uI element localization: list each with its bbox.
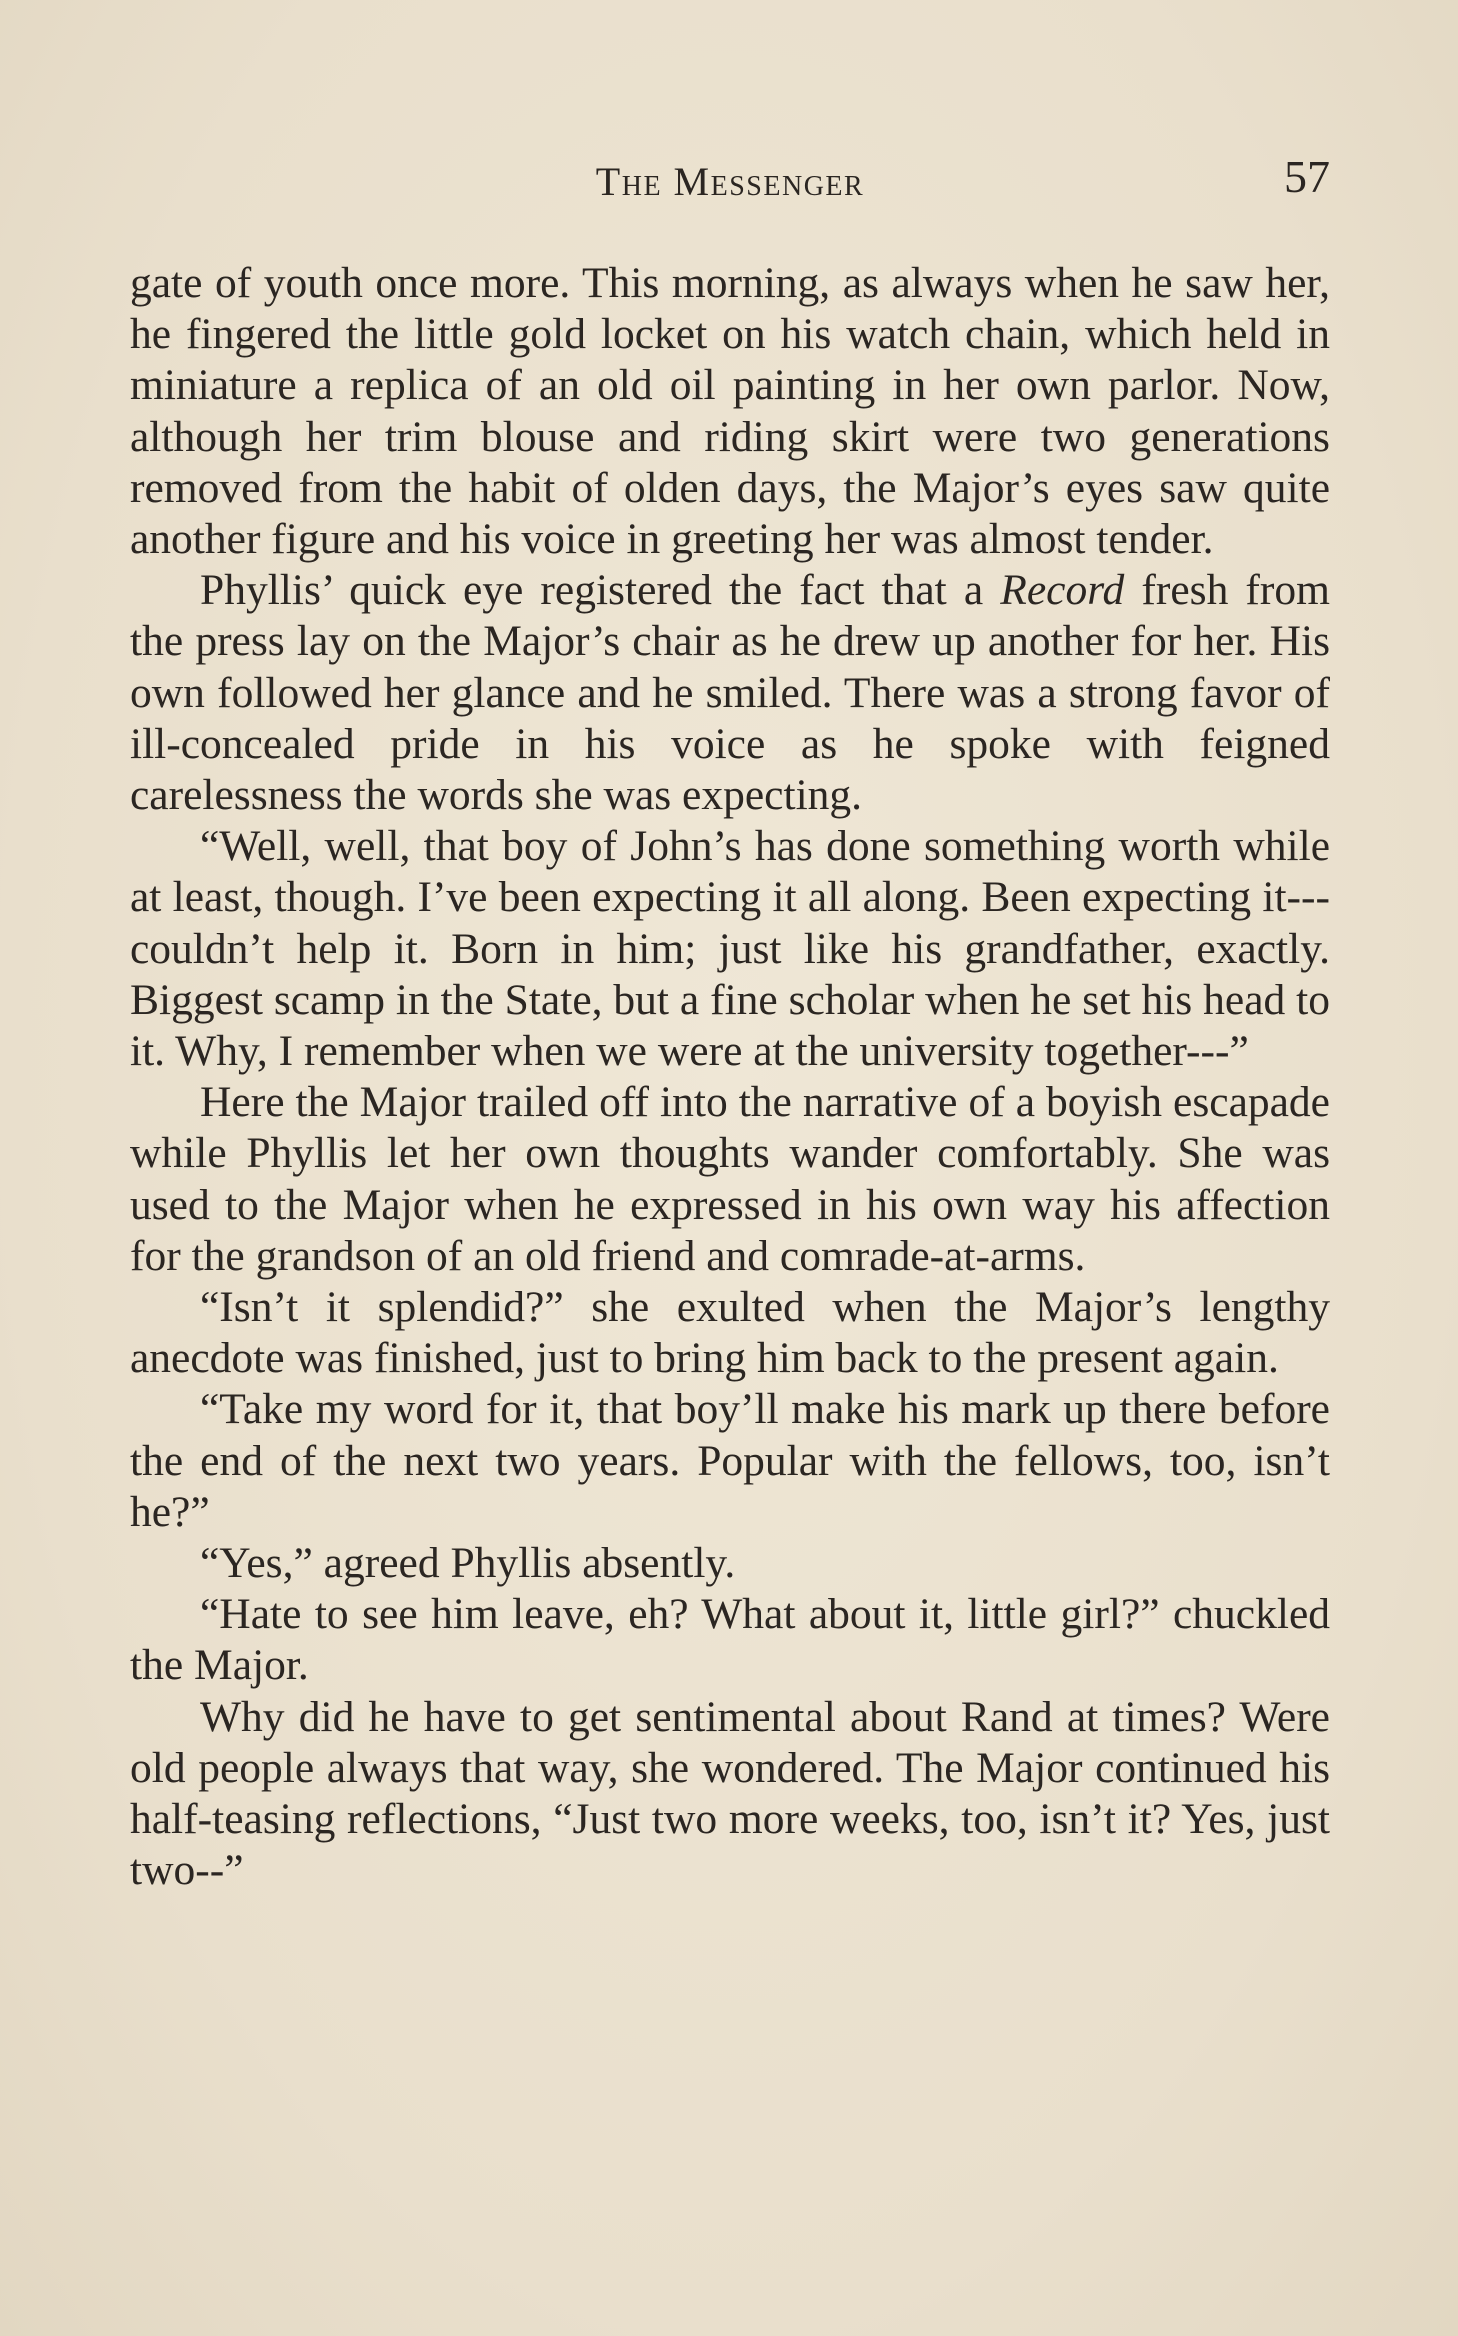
- newspaper-title: Record: [1000, 566, 1125, 615]
- paragraph: “Well, well, that boy of John’s has done something worth while at least, though. I’ve been expecting it all along. Been expecting it---couldn’t help it. Born in him; just like his grandfather, exactly. Biggest scamp in the State, but a fine scholar when he set his head to it. Why, I remember when we were at the university together---”: [130, 822, 1330, 1076]
- paragraph: “Hate to see him leave, eh? What about it, little girl?” chuckled the Major.: [130, 1590, 1330, 1690]
- paragraph: Here the Major trailed off into the narrative of a boyish escapade while Phyllis let her own thoughts wander comfortably. She was used to the Major when he expressed in his own way his affection for the grandson of an old friend and comrade-at-arms.: [130, 1078, 1330, 1280]
- paragraph: Why did he have to get sentimental about Rand at times? Were old people always that way, she wondered. The Major continued his half-teasing reflections, “Just two more weeks, too, isn’t it? Yes, just two--”: [130, 1692, 1330, 1895]
- paragraph: “Isn’t it splendid?” she exulted when the Major’s lengthy anecdote was finished, just to bring him back to the present again.: [130, 1283, 1330, 1383]
- paragraph-text: fresh from the press lay on the Major’s chair as he drew up another for her. His own followed her glance and he smiled. There was a strong favor of ill-concealed pride in his voice as he spoke with feigned carelessness the words she was expecting.: [130, 566, 1330, 820]
- paragraph: [130, 565, 1330, 821]
- paragraph: “Take my word for it, that boy’ll make his mark up there before the end of the next two years. Popular with the fellows, too, isn’t he?”: [130, 1385, 1330, 1536]
- chapter-title: The Messenger: [595, 159, 865, 204]
- running-head: [130, 150, 1330, 220]
- page-number: 57: [1284, 151, 1330, 202]
- paragraph: “Yes,” agreed Phyllis absently.: [200, 1539, 736, 1588]
- body-text: [130, 258, 1330, 1897]
- paragraph: gate of youth once more. This morning, as always when he saw her, he fingered the little gold locket on his watch chain, which held in miniature a replica of an old oil painting in her own parlor. Now, although her trim blouse and riding skirt were two generations removed from the habit of olden days, the Major’s eyes saw quite another figure and his voice in greeting her was almost tender.: [130, 259, 1330, 564]
- paragraph-text: Phyllis’ quick eye registered the fact that a: [200, 566, 1001, 615]
